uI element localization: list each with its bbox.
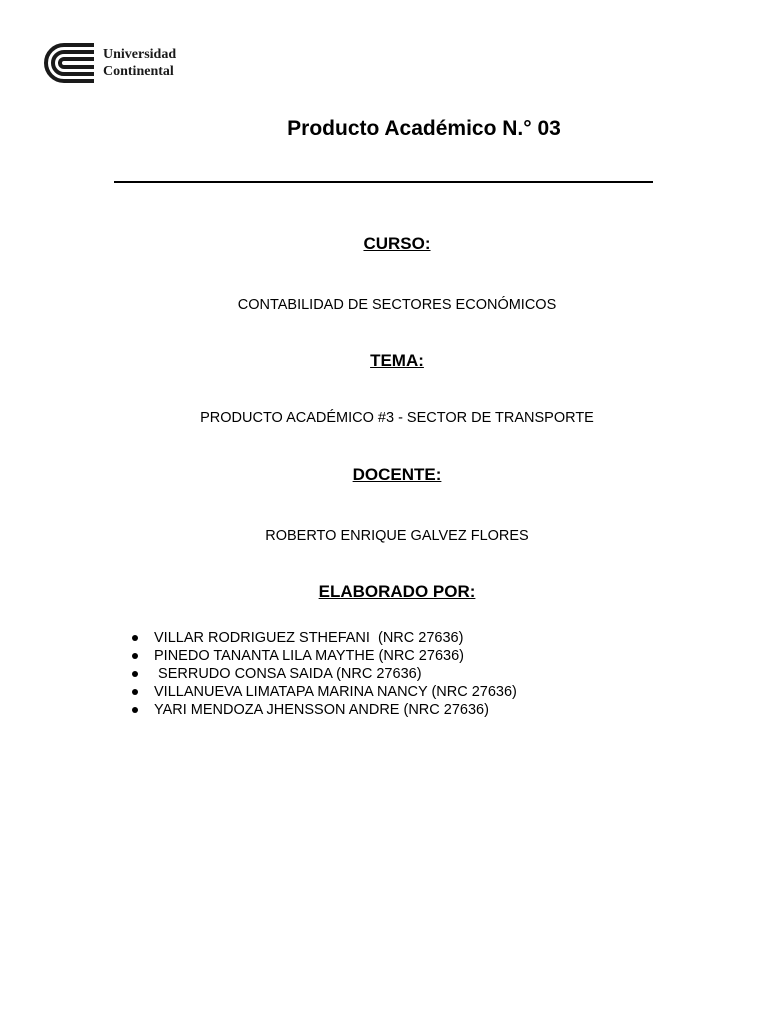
bullet-icon (132, 635, 138, 641)
list-item (130, 629, 517, 647)
title-divider (114, 181, 653, 183)
author-name: PINEDO TANANTA LILA MAYTHE (NRC 27636) (154, 648, 464, 664)
list-item (130, 701, 517, 719)
bullet-icon (132, 653, 138, 659)
universidad-continental-logo-icon (42, 41, 96, 85)
docente-heading: DOCENTE: (352, 465, 442, 484)
bullet-icon (132, 707, 138, 713)
bullet-icon (132, 671, 138, 677)
list-item (130, 683, 517, 701)
logo-line-1: Universidad (103, 47, 177, 62)
list-item (130, 665, 517, 683)
author-name: VILLAR RODRIGUEZ STHEFANI (NRC 27636) (154, 630, 464, 646)
elaborado-heading: ELABORADO POR: (318, 582, 476, 601)
logo-line-2: Continental (103, 64, 174, 79)
list-item (130, 647, 517, 665)
curso-heading: CURSO: (363, 234, 431, 253)
author-name: VILLANUEVA LIMATAPA MARINA NANCY (NRC 27636) (154, 684, 517, 700)
docente-value: ROBERTO ENRIQUE GALVEZ FLORES (265, 528, 529, 544)
authors-list (130, 629, 517, 719)
tema-heading: TEMA: (370, 351, 424, 370)
tema-value: PRODUCTO ACADÉMICO #3 - SECTOR DE TRANSPORTE (200, 410, 594, 426)
university-logo (42, 40, 176, 86)
bullet-icon (132, 689, 138, 695)
document-title: Producto Académico N.° 03 (287, 117, 561, 140)
curso-value: CONTABILIDAD DE SECTORES ECONÓMICOS (237, 297, 557, 313)
author-name: SERRUDO CONSA SAIDA (NRC 27636) (154, 666, 422, 682)
logo-wordmark (103, 46, 176, 80)
author-name: YARI MENDOZA JHENSSON ANDRE (NRC 27636) (154, 702, 489, 718)
